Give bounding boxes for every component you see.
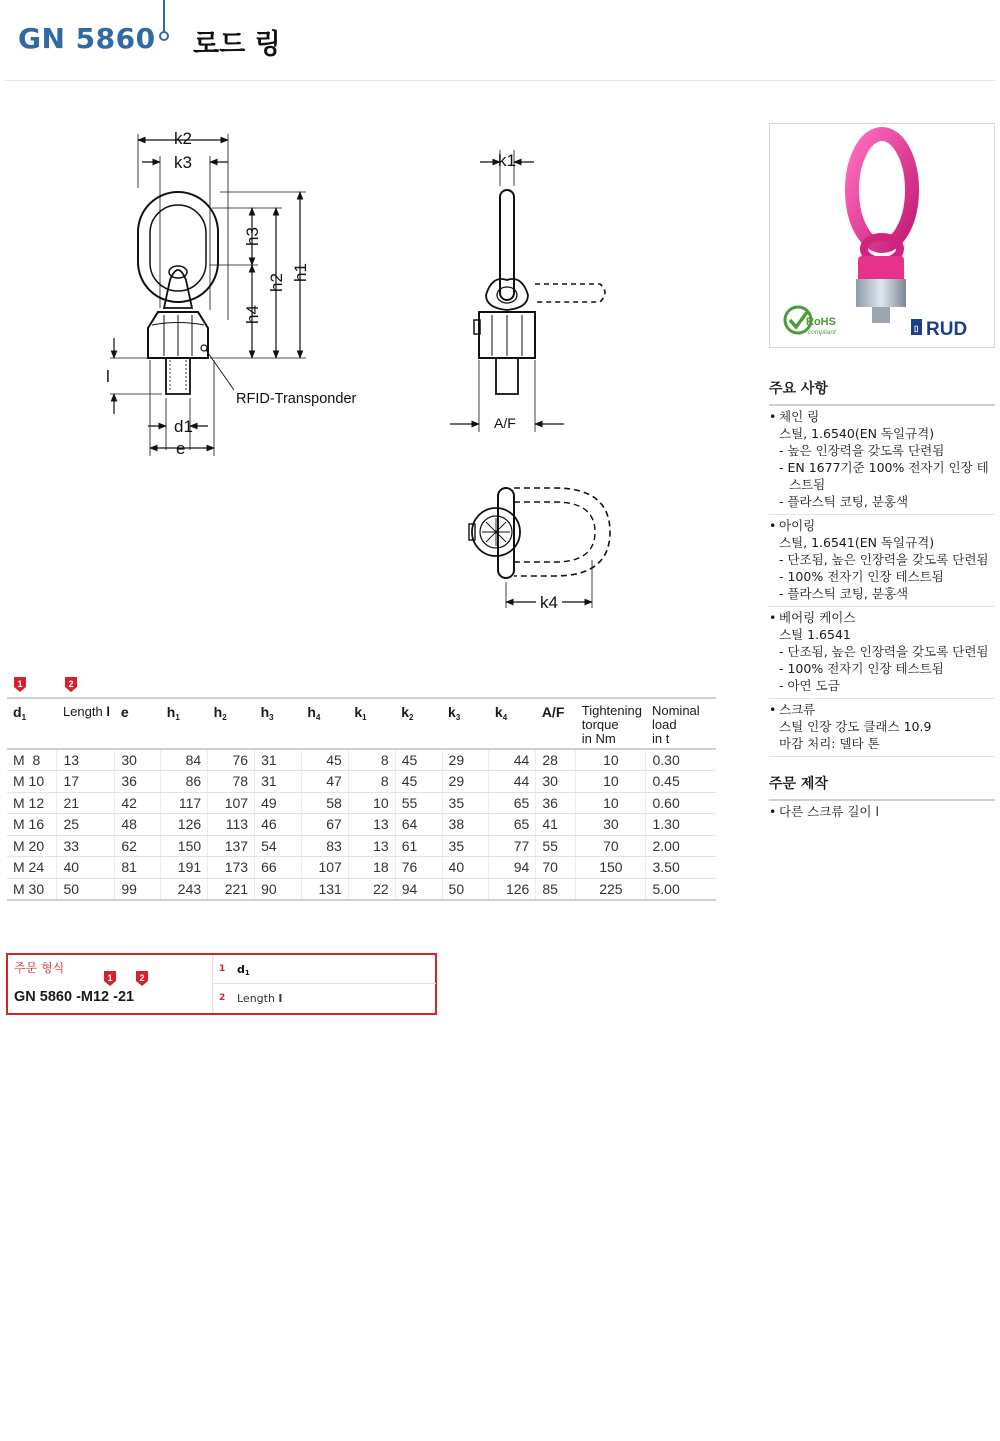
table-cell: M 16 (7, 814, 57, 836)
table-cell: 45 (301, 749, 348, 771)
page-header (0, 0, 1000, 82)
note-heading: • 체인 링 (779, 409, 820, 424)
table-cell: 10 (576, 749, 646, 771)
note-dash-line: - 단조됨, 높은 인장력을 갖도록 단련됨 (779, 552, 989, 567)
table-cell: 0.45 (646, 771, 716, 793)
table-cell: 49 (255, 792, 302, 814)
table-cell: 5.00 (646, 878, 716, 900)
table-cell: 126 (161, 814, 208, 836)
col-af: A/F (536, 698, 576, 749)
col-k2: $k_2$ (395, 698, 442, 749)
table-cell: 76 (395, 857, 442, 879)
table-cell: M 8 (7, 749, 57, 771)
table-cell: M 30 (7, 878, 57, 900)
table-cell: 55 (536, 835, 576, 857)
svg-text:▯: ▯ (914, 324, 919, 333)
order-format-label: 주문 형식 (14, 961, 65, 975)
order-badge-1-icon (103, 970, 117, 991)
note-item (769, 515, 995, 607)
table-cell: 33 (57, 835, 115, 857)
table-cell: 36 (115, 771, 161, 793)
note-item (769, 699, 995, 757)
table-row (7, 878, 716, 900)
table-cell: 54 (255, 835, 302, 857)
table-cell: 107 (301, 857, 348, 879)
table-cell: 137 (208, 835, 255, 857)
table-cell: 17 (57, 771, 115, 793)
col-load: Nominal load in t (646, 698, 716, 749)
custom-order-list (769, 801, 995, 824)
table-cell: 70 (536, 857, 576, 879)
header-rule (5, 80, 995, 81)
table-cell: 173 (208, 857, 255, 879)
label-h2: h2 (267, 273, 286, 292)
rohs-badge (785, 307, 837, 336)
table-cell: 13 (57, 749, 115, 771)
table-cell: 35 (442, 835, 489, 857)
note-dash-line: - 높은 인장력을 갖도록 단련됨 (779, 443, 945, 458)
table-cell: 65 (489, 814, 536, 836)
table-cell: 0.30 (646, 749, 716, 771)
table-cell: 30 (576, 814, 646, 836)
table-cell: 2.00 (646, 835, 716, 857)
table-cell: 78 (208, 771, 255, 793)
table-body (7, 749, 716, 900)
table-row (7, 749, 716, 771)
table-cell: 94 (395, 878, 442, 900)
table-cell: 44 (489, 749, 536, 771)
product-photo (769, 123, 995, 348)
note-dash-line: - 100% 전자기 인장 테스트됨 (779, 661, 944, 676)
col-k1: $k_1$ (348, 698, 395, 749)
table-cell: 45 (395, 771, 442, 793)
label-k3: k3 (174, 153, 192, 172)
rud-text: RUD (926, 319, 968, 340)
side-dimensions (450, 150, 564, 432)
table-cell: 131 (301, 878, 348, 900)
top-dimension-labels (540, 593, 558, 612)
table-cell: 76 (208, 749, 255, 771)
table-cell: 47 (301, 771, 348, 793)
note-line: 스틸, 1.6541(EN 독일규격) (779, 535, 935, 550)
order-badge-2-icon (135, 970, 149, 991)
table-cell: 10 (576, 771, 646, 793)
table-cell: 30 (536, 771, 576, 793)
order-legend-row (213, 955, 436, 984)
col-d1: $d_1$ (7, 698, 57, 749)
table-cell: 1.30 (646, 814, 716, 836)
col-h1: $h_1$ (161, 698, 208, 749)
table-row (7, 814, 716, 836)
rud-logo (911, 319, 967, 340)
notes-title: 주요 사항 (769, 378, 995, 406)
note-heading: • 아이링 (779, 518, 816, 533)
table-cell: 0.60 (646, 792, 716, 814)
table-cell: 150 (161, 835, 208, 857)
table-cell: 46 (255, 814, 302, 836)
header-divider-line (163, 0, 165, 32)
col-k4: $k_4$ (489, 698, 536, 749)
table-cell: 8 (348, 749, 395, 771)
table-cell: 90 (255, 878, 302, 900)
label-k2: k2 (174, 129, 192, 148)
table-cell: 10 (576, 792, 646, 814)
table-cell: 62 (115, 835, 161, 857)
note-line: 스틸 1.6541 (779, 627, 851, 642)
table-cell: 191 (161, 857, 208, 879)
product-title: 로드 링 (193, 29, 281, 60)
col-length: Length l (57, 698, 115, 749)
order-badge-2-text: 2 (139, 973, 145, 983)
col-e: e (115, 698, 161, 749)
table-cell: 77 (489, 835, 536, 857)
table-cell: 81 (115, 857, 161, 879)
table-cell: 35 (442, 792, 489, 814)
table-cell: 28 (536, 749, 576, 771)
table-cell: 85 (536, 878, 576, 900)
label-h1: h1 (291, 263, 310, 282)
table-row (7, 835, 716, 857)
note-line: 스틸, 1.6540(EN 독일규격) (779, 426, 935, 441)
product-image (770, 124, 994, 347)
table-cell: 29 (442, 749, 489, 771)
table-cell: 13 (348, 814, 395, 836)
table-cell: 243 (161, 878, 208, 900)
table-cell: 13 (348, 835, 395, 857)
table-cell: 18 (348, 857, 395, 879)
table-cell: 40 (57, 857, 115, 879)
note-dash-line: - 단조됨, 높은 인장력을 갖도록 단련됨 (779, 644, 989, 659)
table-row (7, 771, 716, 793)
table-cell: M 20 (7, 835, 57, 857)
badge-1-icon (13, 676, 27, 693)
note-item (769, 406, 995, 515)
specification-table (7, 697, 716, 901)
label-h4: h4 (243, 305, 262, 324)
table-cell: 107 (208, 792, 255, 814)
order-legend-row (213, 984, 436, 1013)
badge-1-text: 1 (17, 679, 23, 689)
front-dimensions (110, 134, 306, 456)
label-rfid: RFID-Transponder (236, 391, 357, 407)
note-line: 스틸 인장 강도 클래스 10.9 (779, 719, 932, 734)
col-h2: $h_2$ (208, 698, 255, 749)
table-cell: 61 (395, 835, 442, 857)
header-divider-dot (159, 31, 169, 41)
order-example (8, 955, 212, 1013)
table-cell: 70 (576, 835, 646, 857)
table-cell: 99 (115, 878, 161, 900)
table-cell: 45 (395, 749, 442, 771)
technical-drawing (100, 120, 660, 630)
order-code: GN 5860 -M12 -21 (14, 989, 135, 1005)
col-torque: Tightening torque in Nm (576, 698, 646, 749)
table-cell: 25 (57, 814, 115, 836)
table-cell: 31 (255, 749, 302, 771)
badge-2-icon (64, 676, 78, 693)
order-format-box (6, 953, 437, 1015)
table-cell: 126 (489, 878, 536, 900)
note-line: 마감 처리: 델타 톤 (779, 736, 880, 751)
table-cell: 94 (489, 857, 536, 879)
note-dash-line: - EN 1677기준 100% 전자기 인장 테스트됨 (779, 460, 989, 492)
table-cell: 44 (489, 771, 536, 793)
table-cell: 22 (348, 878, 395, 900)
custom-order-title: 주문 제작 (769, 773, 995, 801)
table-cell: 66 (255, 857, 302, 879)
order-badge-1-text: 1 (107, 973, 113, 983)
table-cell: 117 (161, 792, 208, 814)
rohs-text: RoHS (806, 316, 836, 328)
table-cell: 83 (301, 835, 348, 857)
order-legend (212, 955, 435, 1013)
table-cell: M 10 (7, 771, 57, 793)
order-legend-text: $d_1$ (237, 963, 250, 977)
table-cell: 41 (536, 814, 576, 836)
table-cell: 38 (442, 814, 489, 836)
table-cell: 84 (161, 749, 208, 771)
top-view (469, 488, 610, 578)
front-dimension-labels (106, 129, 357, 458)
note-dash-line: - 플라스틱 코팅, 분홍색 (779, 494, 909, 509)
table-cell: 221 (208, 878, 255, 900)
table-cell: 30 (115, 749, 161, 771)
table-row (7, 857, 716, 879)
table-cell: 150 (576, 857, 646, 879)
table-cell: 8 (348, 771, 395, 793)
table-cell: 42 (115, 792, 161, 814)
note-dash-line: - 100% 전자기 인장 테스트됨 (779, 569, 944, 584)
table-cell: 86 (161, 771, 208, 793)
table-cell: 65 (489, 792, 536, 814)
table-cell: 225 (576, 878, 646, 900)
table-cell: 36 (536, 792, 576, 814)
note-heading: • 베어링 케이스 (779, 610, 856, 625)
col-h4: $h_4$ (301, 698, 348, 749)
table-cell: 29 (442, 771, 489, 793)
notes-list (769, 406, 995, 757)
table-cell: M 24 (7, 857, 57, 879)
note-dash-line: - 플라스틱 코팅, 분홍색 (779, 586, 909, 601)
table-cell: 50 (57, 878, 115, 900)
badge-2-text: 2 (68, 679, 74, 689)
label-d1: d1 (174, 417, 193, 436)
order-legend-text: Length l (237, 992, 283, 1005)
table-cell: 50 (442, 878, 489, 900)
label-e: e (176, 439, 186, 458)
custom-order-item: • 다른 스크류 길이 l (769, 801, 995, 824)
col-h3: $h_3$ (255, 698, 302, 749)
table-cell: 48 (115, 814, 161, 836)
table-cell: 3.50 (646, 857, 716, 879)
side-view (474, 190, 605, 394)
table-cell: 55 (395, 792, 442, 814)
label-h3: h3 (243, 227, 262, 246)
table-cell: 64 (395, 814, 442, 836)
table-row (7, 792, 716, 814)
rohs-sub: compliant (808, 329, 836, 336)
label-k4: k4 (540, 593, 558, 612)
label-af: A/F (494, 415, 516, 431)
table-cell: 10 (348, 792, 395, 814)
notes-panel (769, 378, 995, 824)
table-cell: 40 (442, 857, 489, 879)
table-cell: 21 (57, 792, 115, 814)
table-cell: 67 (301, 814, 348, 836)
order-legend-num: 2 (219, 993, 226, 1003)
table-cell: 31 (255, 771, 302, 793)
label-l: l (106, 367, 110, 386)
note-item (769, 607, 995, 699)
table-cell: 113 (208, 814, 255, 836)
table-header-row (7, 698, 716, 749)
table-cell: M 12 (7, 792, 57, 814)
note-heading: • 스크류 (779, 702, 816, 717)
pink-ring (852, 134, 912, 246)
label-k1: k1 (498, 151, 516, 170)
product-code: GN 5860 (18, 22, 156, 55)
order-legend-num: 1 (219, 964, 226, 974)
table-cell: 58 (301, 792, 348, 814)
col-k3: $k_3$ (442, 698, 489, 749)
note-dash-line: - 아연 도금 (779, 678, 840, 693)
